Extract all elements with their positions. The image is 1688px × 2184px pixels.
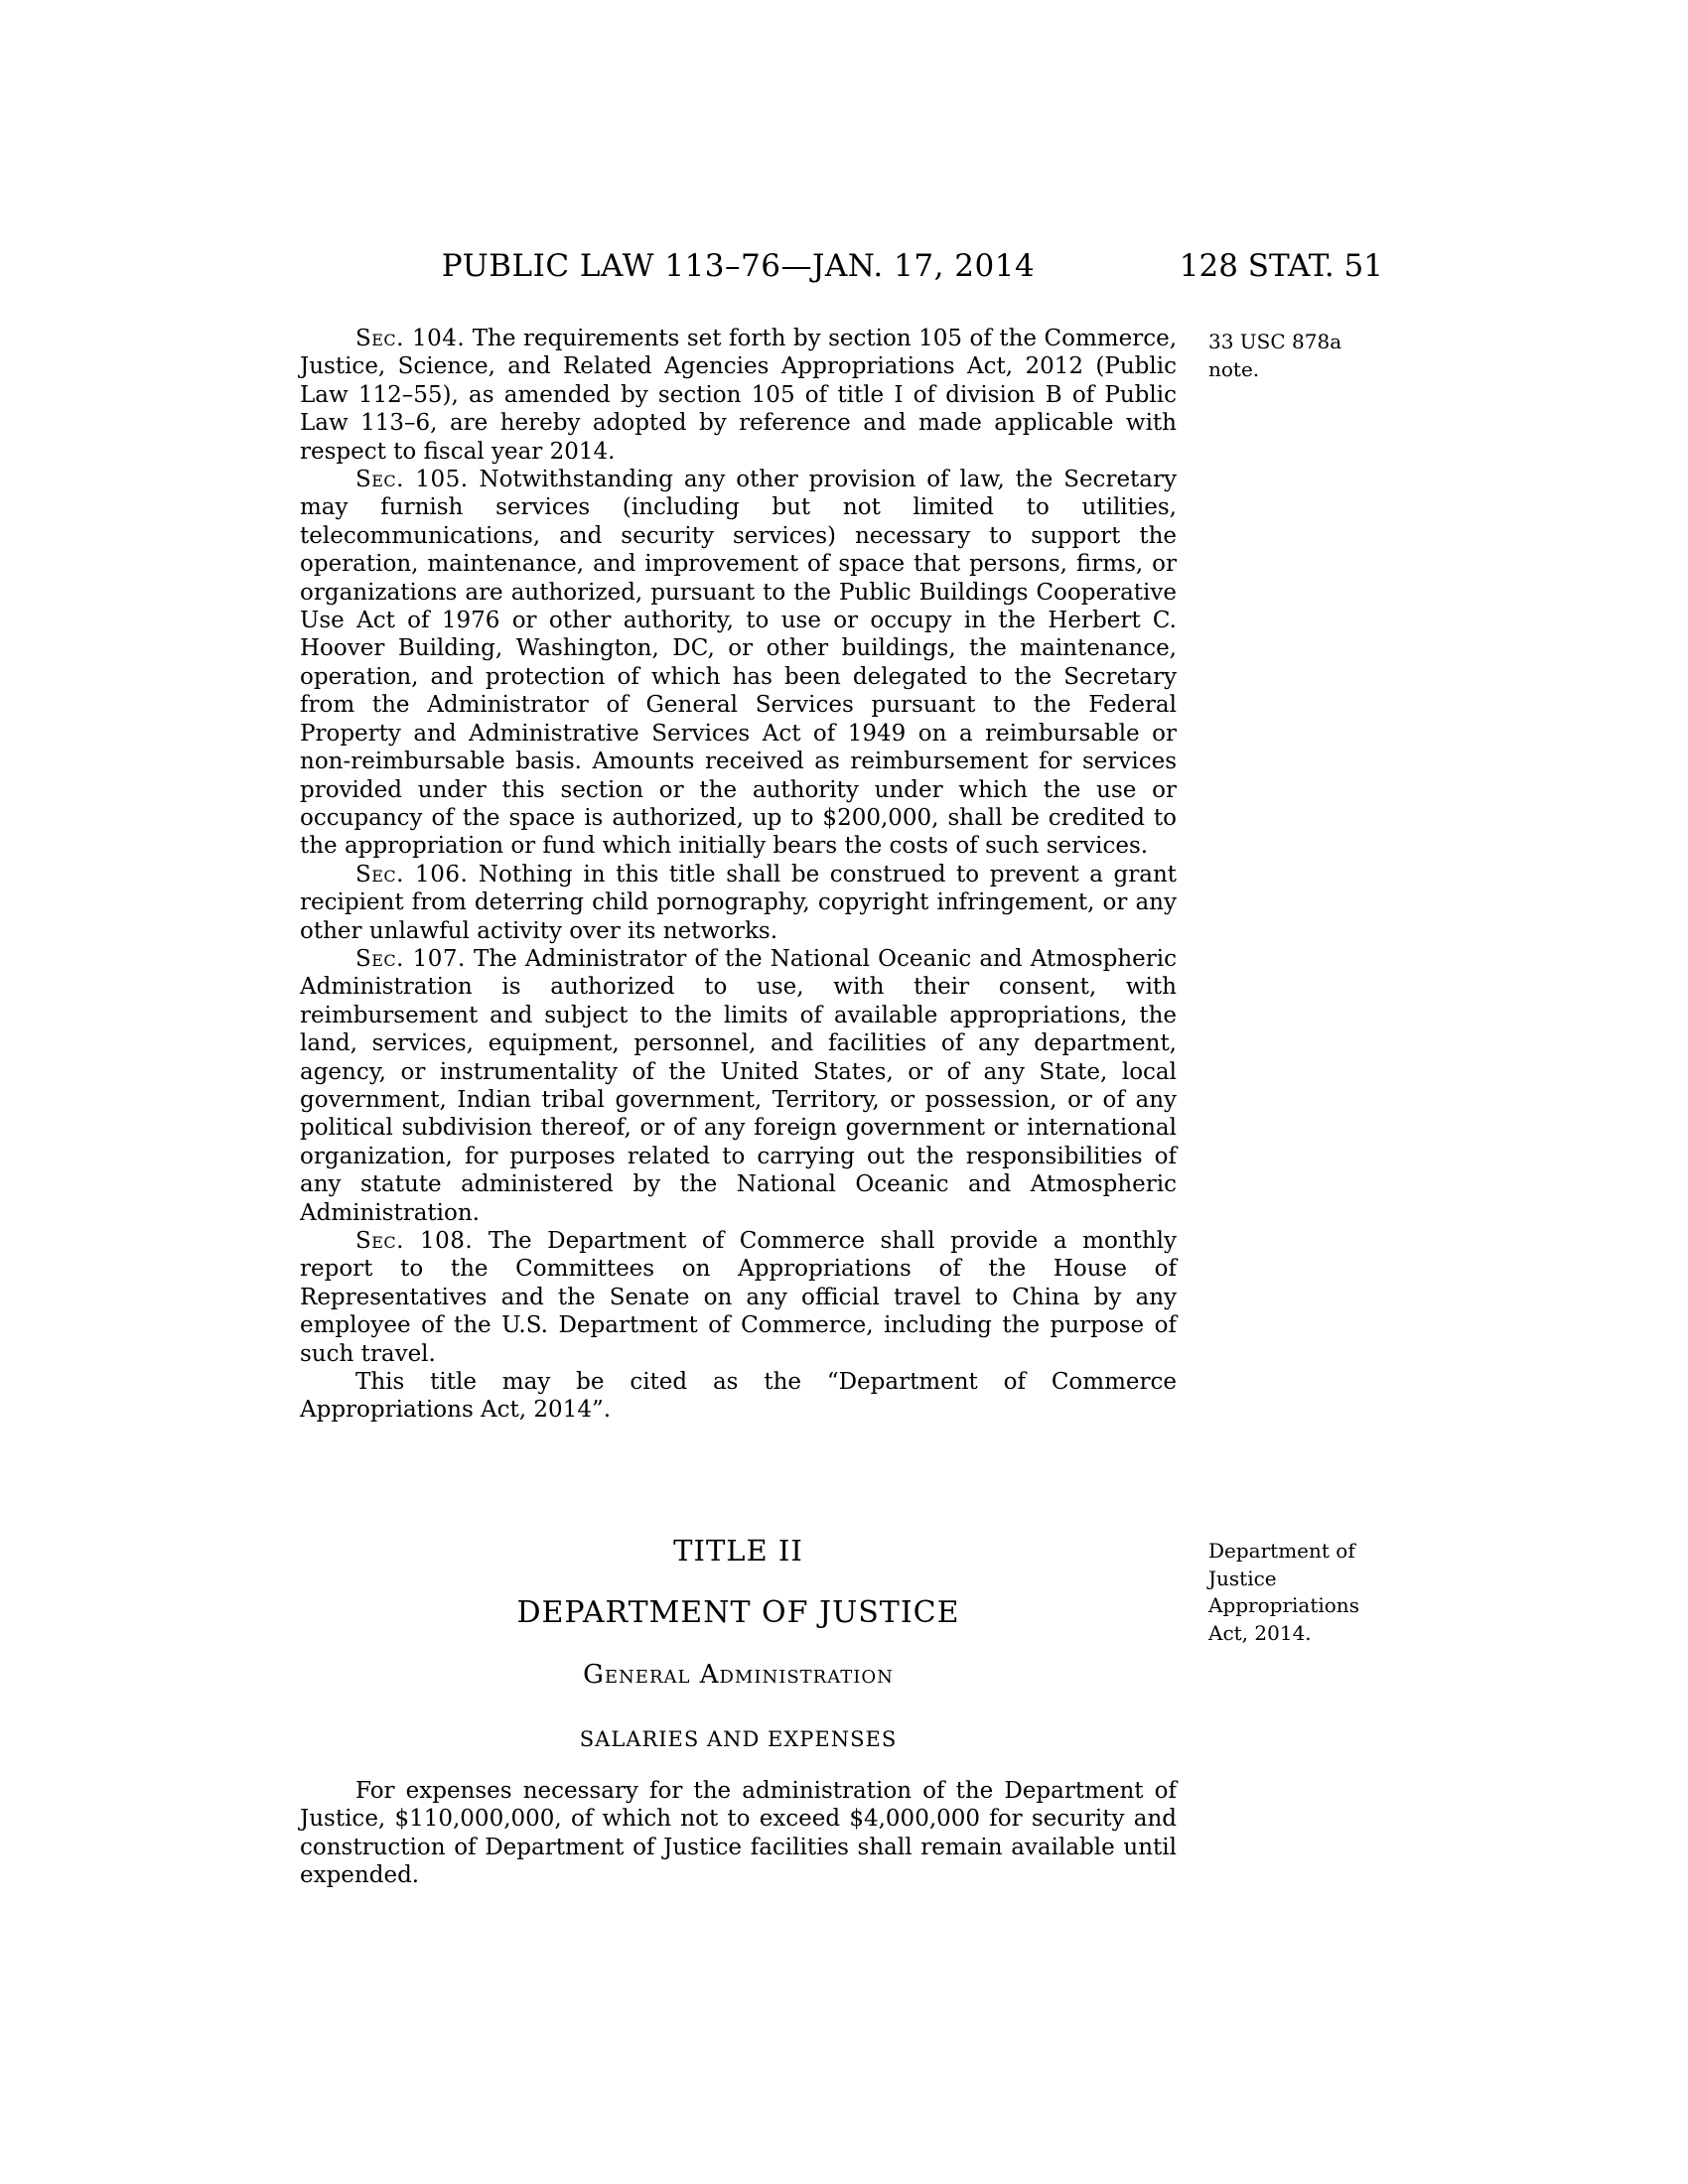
paragraph-text-106: Nothing in this title shall be construed to prevent a grant recipient from deterring child pornography, copyright infringement, or any other unlawful activity over its networks. [300,861,1178,944]
department-of-justice-heading: DEPARTMENT OF JUSTICE [516,1595,960,1630]
general-administration-heading: General Administration [583,1660,894,1690]
paragraph-sec-105 [300,466,1177,861]
running-head: PUBLIC LAW 113–76—JAN. 17, 2014 [441,248,1036,284]
paragraph-text-107: The Administrator of the National Oceanic and Atmospheric Administration is authorized to use, with their consent, with reimbursement and subject to the limits of available appropriations, the land, services, equipment, personnel, and facilities of any department, agency, or instrumentality of the United States, or of any State, local government, Indian tribal government, Territory, or possession, or of any political subdivision thereof, or of any foreign government or international organization, for purposes related to carrying out the responsibilities of any statute administered by the National Oceanic and Atmospheric Administration. [300,945,1178,1226]
title-ii-block [300,1534,1359,1890]
section-number-106: Sec. 106. [355,861,469,887]
paragraph-sec-107 [300,945,1177,1227]
page-header [300,248,1383,284]
paragraph-sec-106 [300,861,1177,945]
margin-note-doj: Department of Justice Appropriations Act, 2014. [1208,1539,1359,1645]
paragraph-text-108: The Department of Commerce shall provide a monthly report to the Committees on Appropriations of the House of Representatives and the Senate on any official travel to China by any employee of the U.S. Department of Commerce, including the purpose of such travel. [300,1228,1178,1367]
paragraph-salaries-appropriation: For expenses necessary for the administration of the Department of Justice, $110,000,000, of which not to exceed $4,000,000 for security and construction of Department of Justice facilities shall remain available until expended. [300,1778,1177,1889]
paragraph-text-citation: This title may be cited as the “Department of Commerce Appropriations Act, 2014”. [300,1369,1177,1424]
stat-page-number: 128 STAT. 51 [1179,248,1383,284]
title-ii-heading: TITLE II [673,1534,803,1568]
salaries-and-expenses-heading: SALARIES AND EXPENSES [579,1727,898,1751]
paragraph-sec-108 [300,1227,1177,1368]
paragraph-text-104: The requirements set forth by section 105 of the Commerce, Justice, Science, and Related Agencies Appropriations Act, 2012 (Public Law 112–55), as amended by section 105 of title I of division B of Public Law 113–6, are hereby adopted by reference and made applicable with respect to fiscal year 2014. [300,326,1178,465]
body-column [300,325,1177,1425]
margin-note-usc: 33 USC 878a note. [1208,330,1342,381]
section-number-104: Sec. 104. [355,326,466,351]
section-number-107: Sec. 107. [355,945,466,972]
section-number-105: Sec. 105. [355,467,469,493]
section-number-108: Sec. 108. [355,1228,474,1254]
paragraph-sec-104 [300,325,1177,466]
paragraph-text-105: Notwithstanding any other provision of law, the Secretary may furnish services (including but not limited to utilities, telecommunications, and security services) necessary to support the operation, maintenance, and improvement of space that persons, firms, or organizations are authorized, pursuant to the Public Buildings Cooperative Use Act of 1976 or other authority, to use or occupy in the Herbert C. Hoover Building, Washington, DC, or other buildings, the maintenance, operation, and protection of which has been delegated to the Secretary from the Administrator of General Services pursuant to the Federal Property and Administrative Services Act of 1949 on a reimbursable or non-reimbursable basis. Amounts received as reimbursement for services provided under this section or the authority under which the use or occupancy of the space is authorized, up to $200,000, shall be credited to the appropriation or fund which initially bears the costs of such services. [300,467,1177,860]
paragraph-citation [300,1368,1177,1425]
